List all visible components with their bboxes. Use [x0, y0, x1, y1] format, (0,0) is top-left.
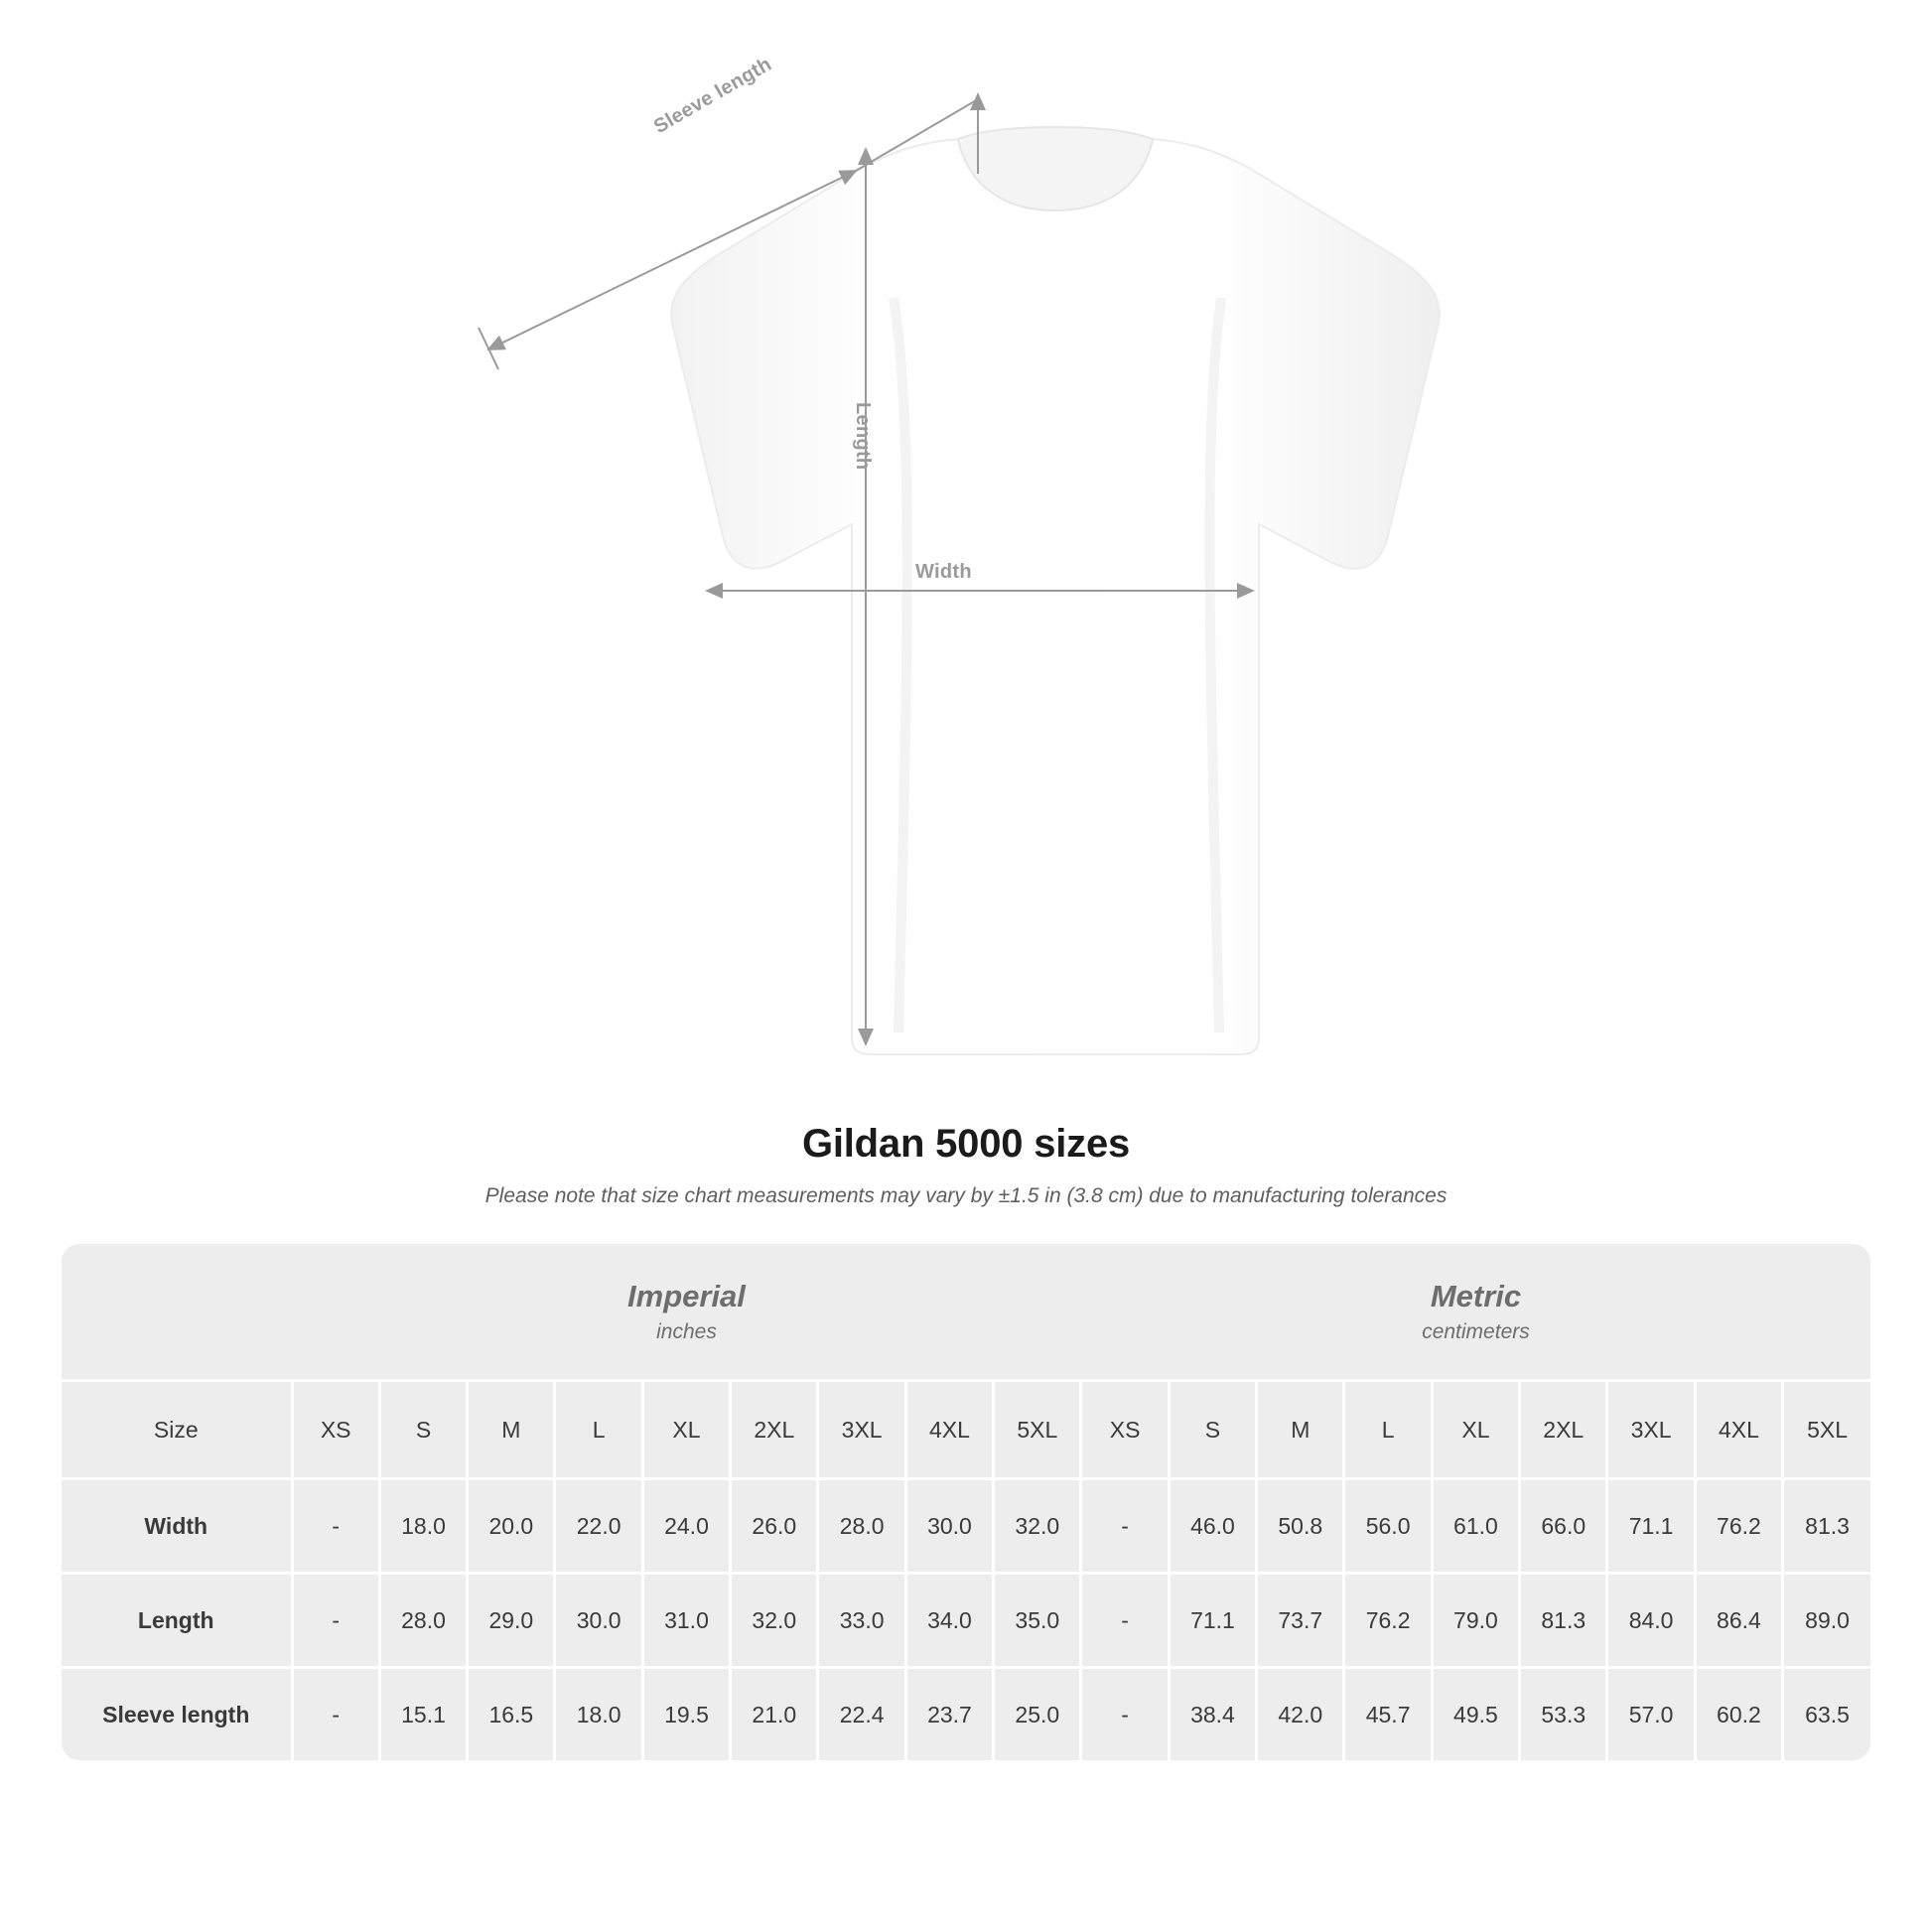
size-header-metric-4xl: 4XL — [1695, 1381, 1782, 1479]
cell-sleeve-imperial-5xl: 25.0 — [994, 1668, 1081, 1761]
table-row — [62, 1668, 1870, 1761]
size-header-imperial-3xl: 3XL — [818, 1381, 905, 1479]
sleeve-length-label: Sleeve length — [650, 53, 776, 139]
cell-sleeve-metric-xs: - — [1081, 1668, 1169, 1761]
cell-sleeve-metric-m: 42.0 — [1257, 1668, 1344, 1761]
size-header-imperial-xl: XL — [642, 1381, 730, 1479]
cell-length-imperial-l: 30.0 — [555, 1574, 642, 1668]
cell-sleeve-metric-xl: 49.5 — [1432, 1668, 1519, 1761]
size-header-row — [62, 1381, 1870, 1479]
cell-length-imperial-5xl: 35.0 — [994, 1574, 1081, 1668]
cell-width-metric-xl: 61.0 — [1432, 1479, 1519, 1574]
size-header-metric-xs: XS — [1081, 1381, 1169, 1479]
title-block — [0, 1122, 1932, 1208]
cell-length-metric-xl: 79.0 — [1432, 1574, 1519, 1668]
cell-length-imperial-4xl: 34.0 — [905, 1574, 993, 1668]
cell-sleeve-imperial-m: 16.5 — [468, 1668, 555, 1761]
cell-sleeve-metric-5xl: 63.5 — [1783, 1668, 1870, 1761]
size-table-wrapper — [62, 1244, 1870, 1760]
cell-width-metric-4xl: 76.2 — [1695, 1479, 1782, 1574]
cell-width-metric-m: 50.8 — [1257, 1479, 1344, 1574]
cell-sleeve-imperial-4xl: 23.7 — [905, 1668, 993, 1761]
cell-width-imperial-m: 20.0 — [468, 1479, 555, 1574]
cell-sleeve-metric-2xl: 53.3 — [1520, 1668, 1607, 1761]
cell-length-imperial-3xl: 33.0 — [818, 1574, 905, 1668]
cell-width-imperial-3xl: 28.0 — [818, 1479, 905, 1574]
cell-length-metric-xs: - — [1081, 1574, 1169, 1668]
size-header-metric-2xl: 2XL — [1520, 1381, 1607, 1479]
size-header-metric-xl: XL — [1432, 1381, 1519, 1479]
size-header-imperial-m: M — [468, 1381, 555, 1479]
row-label-sleeve-length: Sleeve length — [62, 1668, 292, 1761]
cell-width-metric-2xl: 66.0 — [1520, 1479, 1607, 1574]
size-header-metric-m: M — [1257, 1381, 1344, 1479]
cell-sleeve-imperial-l: 18.0 — [555, 1668, 642, 1761]
size-header-metric-3xl: 3XL — [1607, 1381, 1695, 1479]
width-label: Width — [915, 561, 972, 583]
size-table — [62, 1244, 1870, 1760]
cell-width-imperial-xl: 24.0 — [642, 1479, 730, 1574]
cell-length-metric-m: 73.7 — [1257, 1574, 1344, 1668]
cell-width-imperial-l: 22.0 — [555, 1479, 642, 1574]
row-label-length: Length — [62, 1574, 292, 1668]
size-header-imperial-5xl: 5XL — [994, 1381, 1081, 1479]
size-header-metric-5xl: 5XL — [1783, 1381, 1870, 1479]
cell-sleeve-metric-3xl: 57.0 — [1607, 1668, 1695, 1761]
size-header-imperial-l: L — [555, 1381, 642, 1479]
size-header-metric-l: L — [1344, 1381, 1432, 1479]
cell-width-metric-5xl: 81.3 — [1783, 1479, 1870, 1574]
unit-name-imperial: Imperial — [627, 1279, 746, 1314]
size-header-imperial-s: S — [379, 1381, 467, 1479]
unit-sub-imperial: inches — [656, 1319, 717, 1343]
unit-header-metric — [1081, 1244, 1870, 1381]
cell-length-metric-3xl: 84.0 — [1607, 1574, 1695, 1668]
cell-length-imperial-xl: 31.0 — [642, 1574, 730, 1668]
cell-sleeve-imperial-3xl: 22.4 — [818, 1668, 905, 1761]
cell-length-metric-2xl: 81.3 — [1520, 1574, 1607, 1668]
tolerance-note: Please note that size chart measurements may vary by ±1.5 in (3.8 cm) due to manufacturing tolerances — [484, 1184, 1448, 1207]
cell-length-imperial-xs: - — [292, 1574, 379, 1668]
cell-length-imperial-s: 28.0 — [379, 1574, 467, 1668]
cell-width-metric-s: 46.0 — [1169, 1479, 1256, 1574]
cell-length-metric-s: 71.1 — [1169, 1574, 1256, 1668]
cell-sleeve-metric-s: 38.4 — [1169, 1668, 1256, 1761]
cell-width-imperial-2xl: 26.0 — [731, 1479, 818, 1574]
size-header-label: Size — [62, 1381, 292, 1479]
size-header-imperial-xs: XS — [292, 1381, 379, 1479]
cell-width-imperial-s: 18.0 — [379, 1479, 467, 1574]
cell-width-metric-l: 56.0 — [1344, 1479, 1432, 1574]
unit-header-row — [62, 1244, 1870, 1381]
cell-width-imperial-4xl: 30.0 — [905, 1479, 993, 1574]
cell-sleeve-metric-l: 45.7 — [1344, 1668, 1432, 1761]
cell-length-metric-5xl: 89.0 — [1783, 1574, 1870, 1668]
size-header-imperial-4xl: 4XL — [905, 1381, 993, 1479]
cell-length-imperial-m: 29.0 — [468, 1574, 555, 1668]
cell-width-imperial-5xl: 32.0 — [994, 1479, 1081, 1574]
size-header-imperial-2xl: 2XL — [731, 1381, 818, 1479]
unit-name-metric: Metric — [1430, 1279, 1522, 1314]
cell-sleeve-metric-4xl: 60.2 — [1695, 1668, 1782, 1761]
table-row — [62, 1479, 1870, 1574]
unit-header-imperial — [292, 1244, 1081, 1381]
table-row — [62, 1574, 1870, 1668]
length-label: Length — [852, 402, 874, 471]
cell-width-metric-3xl: 71.1 — [1607, 1479, 1695, 1574]
cell-sleeve-imperial-2xl: 21.0 — [731, 1668, 818, 1761]
cell-sleeve-imperial-xs: - — [292, 1668, 379, 1761]
cell-width-metric-xs: - — [1081, 1479, 1169, 1574]
cell-length-metric-4xl: 86.4 — [1695, 1574, 1782, 1668]
size-header-metric-s: S — [1169, 1381, 1256, 1479]
row-label-width: Width — [62, 1479, 292, 1574]
cell-length-metric-l: 76.2 — [1344, 1574, 1432, 1668]
unit-header-spacer — [62, 1244, 292, 1381]
cell-sleeve-imperial-s: 15.1 — [379, 1668, 467, 1761]
cell-width-imperial-xs: - — [292, 1479, 379, 1574]
unit-sub-metric: centimeters — [1422, 1319, 1530, 1343]
page-title: Gildan 5000 sizes — [801, 1122, 1131, 1166]
cell-sleeve-imperial-xl: 19.5 — [642, 1668, 730, 1761]
cell-length-imperial-2xl: 32.0 — [731, 1574, 818, 1668]
